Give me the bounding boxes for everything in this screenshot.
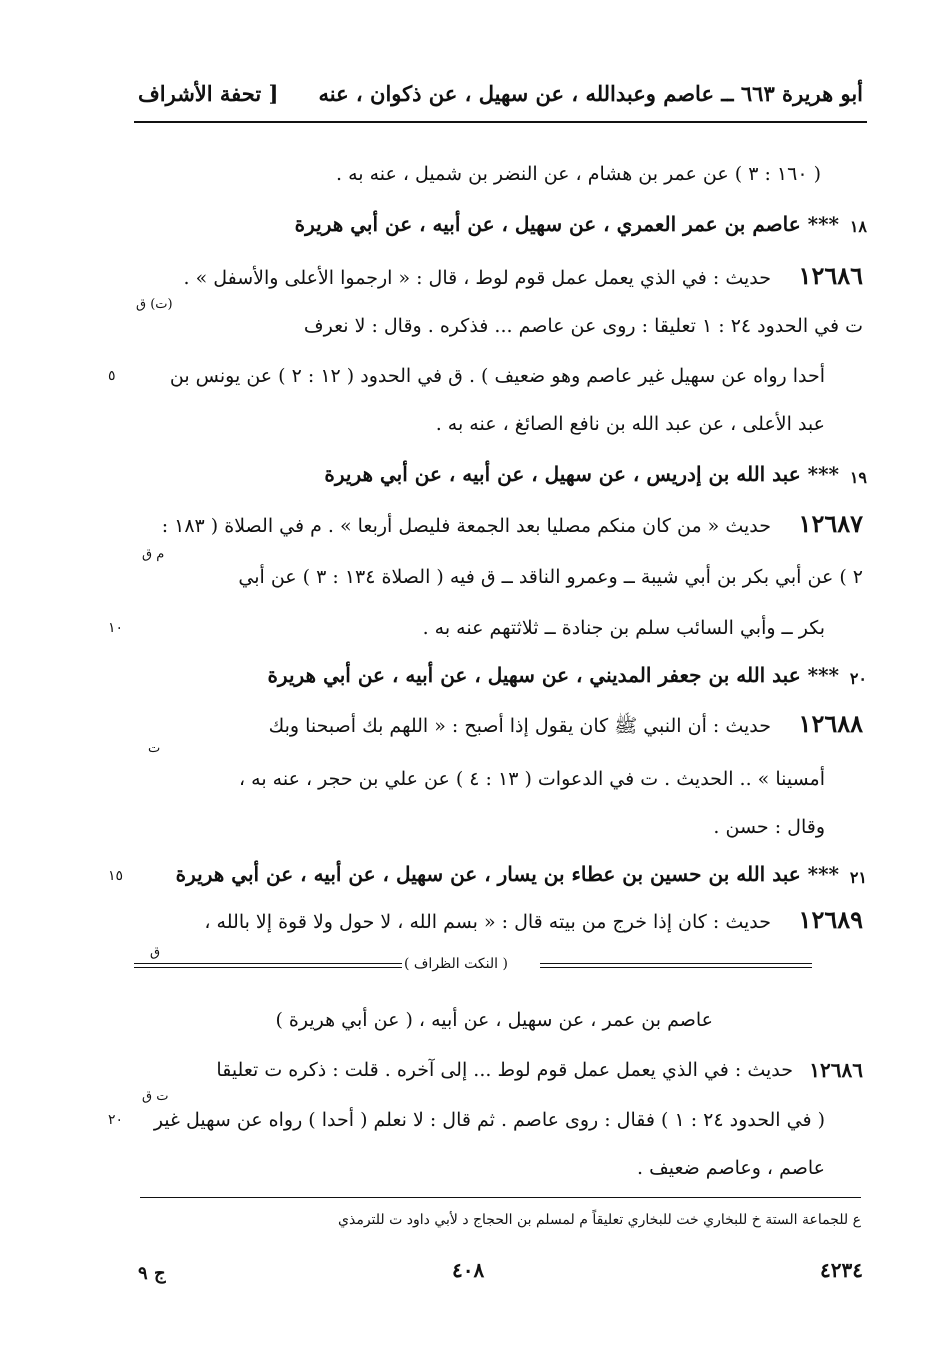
line-margin-number: ١٥ [108, 868, 124, 884]
line-margin-number: ٢٠ [108, 1112, 124, 1128]
line-margin-number: ١٠ [108, 620, 124, 636]
text-line: أمسينا » .. الحديث . ت في الدعوات ( ١٣ : ٤ ) عن علي بن حجر ، عنه به ، [239, 768, 825, 790]
text-line: أحدا رواه عن سهيل غير عاصم وهو ضعيف ) . ق في الحدود ( ١٢ : ٢ ) عن يونس بن [169, 365, 825, 387]
text-line: وقال : حسن . [713, 816, 825, 838]
header-rule [134, 121, 867, 123]
text-line: حديث « من كان منكم مصليا بعد الجمعة فليصل أربعا » . م في الصلاة ( ١٨٣ : [161, 515, 771, 537]
source-symbols: ق [150, 945, 161, 960]
text-line: حديث : كان إذا خرج من بيته قال : « بسم الله ، لا حول ولا قوة إلا بالله ، [204, 911, 771, 933]
text-line: عاصم بن عمر ، عن سهيل ، عن أبيه ، ( عن أبي هريرة ) [275, 1009, 713, 1031]
line-margin-number: ٥ [108, 368, 116, 384]
entry-number: ١٨ [849, 217, 867, 236]
running-header-book: [ تحفة الأشراف [138, 81, 279, 106]
hadith-number: ١٢٦٨٦ [809, 1058, 863, 1082]
text-line: بكر ــ وأبي السائب سلم بن جنادة ــ ثلاثتهم عنه به . [422, 617, 825, 639]
text-line: عبد الأعلى ، عن عبد الله بن نافع الصائغ ، عنه به . [435, 413, 825, 435]
divider-rule-right [540, 963, 812, 964]
source-symbols: ت ق [142, 1089, 169, 1104]
divider-rule-left [134, 963, 402, 964]
source-symbols: (ت) ق [136, 297, 173, 312]
hadith-number: ١٢٦٨٧ [798, 509, 863, 538]
volume-page-code: ٤٢٣٤ [820, 1258, 863, 1282]
section-divider-label: ( النكت الظراف ) [404, 956, 508, 972]
divider-rule-right [540, 967, 812, 968]
footnote-rule [140, 1197, 861, 1198]
text-line: عاصم ، وعاصم ضعيف . [636, 1157, 825, 1179]
page-number: ٤٠٨ [452, 1258, 485, 1282]
text-line: حديث : في الذي يعمل عمل قوم لوط ... إلى آخره . قلت : ذكره ت تعليقا [216, 1059, 793, 1081]
text-line: حديث : في الذي يعمل عمل قوم لوط ، قال : « ارجموا الأعلى والأسفل » . [183, 267, 771, 289]
divider-rule-left [134, 967, 402, 968]
volume-number: ج ٩ [138, 1263, 166, 1284]
text-line: ( في الحدود ٢٤ : ١ ) فقال : روى عاصم . ثم قال : لا نعلم ( أحدا ) رواه عن سهيل غير [153, 1109, 825, 1131]
text-line: ( ١٦٠ : ٣ ) عن عمر بن هشام ، عن النضر بن شميل ، عنه به . [335, 163, 821, 185]
entry-number: ١٩ [849, 468, 867, 487]
text-line: ت في الحدود ٢٤ : ١ تعليقا : روى عن عاصم ... فذكره . وقال : لا نعرف [303, 315, 863, 337]
chain-heading: *** عبد الله بن جعفر المديني ، عن سهيل ، عن أبيه ، عن أبي هريرة [267, 663, 839, 687]
chain-heading: *** عاصم بن عمر العمري ، عن سهيل ، عن أبيه ، عن أبي هريرة [294, 212, 839, 236]
chain-heading: *** عبد الله بن حسين بن عطاء بن يسار ، عن سهيل ، عن أبيه ، عن أبي هريرة [175, 862, 839, 886]
abbreviations-key: ع للجماعة الستة خ للبخاري خت للبخاري تعليقاً م لمسلم بن الحجاج د لأبي داود ت للترمذي [338, 1212, 861, 1228]
text-line: ٢ ) عن أبي بكر بن أبي شيبة ــ وعمرو الناقد ــ ق فيه ( الصلاة ١٣٤ : ٣ ) عن أبي [238, 566, 863, 588]
hadith-number: ١٢٦٨٩ [798, 905, 863, 934]
running-header-title: أبو هريرة ٦٦٣ ــ عاصم وعبدالله ، عن سهيل ، عن ذكوان ، عنه [318, 81, 863, 106]
source-symbols: م ق [142, 547, 165, 562]
hadith-number: ١٢٦٨٨ [798, 709, 863, 738]
entry-number: ٢١ [849, 868, 867, 887]
text-line: حديث : أن النبي ﷺ كان يقول إذا أصبح : « اللهم بك أصبحنا وبك [268, 715, 771, 737]
chain-heading: *** عبد الله بن إدريس ، عن سهيل ، عن أبيه ، عن أبي هريرة [324, 462, 839, 486]
source-symbols: ت [148, 741, 161, 756]
hadith-number: ١٢٦٨٦ [798, 261, 863, 290]
entry-number: ٢٠ [849, 669, 867, 688]
